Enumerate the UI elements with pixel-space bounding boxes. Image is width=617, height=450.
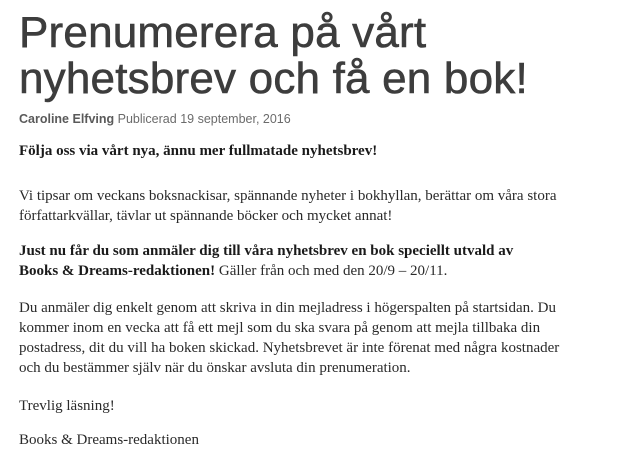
offer-bold-line-1: Just nu får du som anmäler dig till våra nyhetsbrev en bok speciellt utvald av <box>19 243 514 259</box>
instructions-line-4: och du bestämmer själv när du önskar avsluta din prenumeration. <box>19 360 411 376</box>
title-line-2: nyhetsbrev och få en bok! <box>19 54 528 103</box>
published-label: Publicerad <box>117 112 177 126</box>
intro-bold-text: Följa oss via vårt nya, ännu mer fullmatade nyhetsbrev! <box>19 143 378 159</box>
published-date: 19 september, 2016 <box>180 112 291 126</box>
instructions-line-3: postadress, dit du vill ha boken skickad. Nyhetsbrevet är inte förenat med några kostnader <box>19 340 560 356</box>
author-link[interactable]: Caroline Elfving <box>19 112 115 126</box>
paragraph-tips <box>19 186 609 226</box>
instructions-line-2: kommer inom en vecka att få ett mejl som du ska svara på genom att mejla tillbaka din <box>19 320 541 336</box>
paragraph-offer <box>19 241 609 281</box>
page-title <box>19 10 609 102</box>
article-meta <box>19 111 609 127</box>
article <box>19 8 609 448</box>
title-line-1: Prenumerera på vårt <box>19 8 427 57</box>
offer-validity: Gäller från och med den 20/9 – 20/11. <box>215 263 448 279</box>
paragraph-instructions <box>19 298 609 378</box>
paragraph-intro <box>19 141 609 161</box>
tips-line-2: författarkvällar, tävlar ut spännande böcker och mycket annat! <box>19 208 393 224</box>
paragraph-signature: Books & Dreams-redaktionen <box>19 432 199 448</box>
tips-line-1: Vi tipsar om veckans boksnackisar, spännande nyheter i bokhyllan, berättar om våra stora <box>19 188 557 204</box>
instructions-line-1: Du anmäler dig enkelt genom att skriva in din mejladress i högerspalten på startsidan. Du <box>19 300 556 316</box>
offer-bold-line-2: Books & Dreams-redaktionen! <box>19 263 216 279</box>
paragraph-greeting: Trevlig läsning! <box>19 398 115 414</box>
